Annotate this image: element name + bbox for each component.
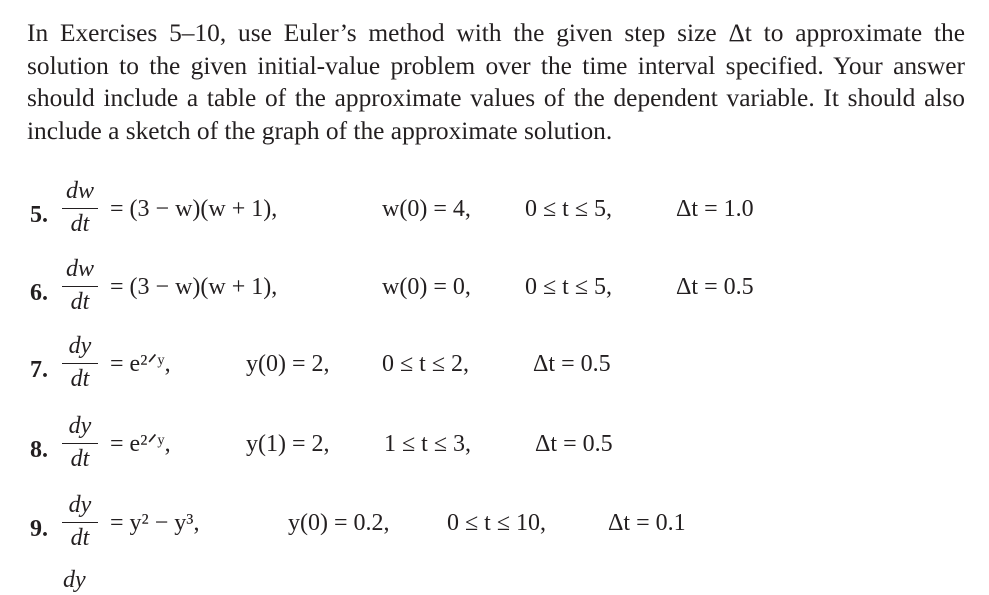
next-exercise-partial: dy	[63, 567, 86, 593]
exercise-6	[30, 254, 930, 324]
exercise-number: 8.	[30, 437, 48, 463]
equation-rhs: = y² − y³,	[110, 510, 200, 536]
exercise-number: 6.	[30, 280, 48, 306]
fraction-denominator: dt	[70, 366, 90, 392]
exercise-number: 7.	[30, 357, 48, 383]
fraction-numerator: dy	[68, 333, 92, 359]
step-size: Δt = 1.0	[676, 196, 754, 222]
step-size: Δt = 0.5	[676, 274, 754, 300]
time-interval: 1 ≤ t ≤ 3,	[384, 431, 472, 457]
equation-rhs: = (3 − w)(w + 1),	[110, 196, 278, 222]
fraction-numerator: dy	[68, 413, 92, 439]
time-interval: 0 ≤ t ≤ 5,	[525, 274, 613, 300]
equation-rhs: = e²ᐟʸ,	[110, 351, 171, 377]
initial-condition: w(0) = 0,	[382, 274, 471, 300]
exercise-5	[30, 176, 930, 246]
equation-rhs: = (3 − w)(w + 1),	[110, 274, 278, 300]
derivative-fraction	[60, 490, 100, 553]
exercise-8	[30, 411, 930, 481]
derivative-fraction	[60, 331, 100, 394]
fraction-denominator: dt	[70, 446, 90, 472]
fraction-numerator: dw	[65, 256, 94, 282]
instructions-paragraph: In Exercises 5–10, use Euler’s method with the given step size Δt to approximate the solution to the given initial-value problem over the time interval specified. Your answer should include a table of the approximate values of the dependent variable. It should also include a sketch of the graph of the approximate solution.	[27, 19, 965, 145]
derivative-fraction	[60, 176, 100, 239]
exercise-number: 9.	[30, 516, 48, 542]
time-interval: 0 ≤ t ≤ 2,	[382, 351, 470, 377]
fraction-numerator: dy	[68, 492, 92, 518]
time-interval: 0 ≤ t ≤ 5,	[525, 196, 613, 222]
equation-rhs: = e²ᐟʸ,	[110, 431, 171, 457]
fraction-denominator: dt	[70, 211, 90, 237]
fraction-numerator: dw	[65, 178, 94, 204]
fraction-denominator: dt	[70, 289, 90, 315]
exercise-number: 5.	[30, 202, 48, 228]
derivative-fraction	[60, 254, 100, 317]
exercise-7	[30, 331, 930, 401]
initial-condition: w(0) = 4,	[382, 196, 471, 222]
time-interval: 0 ≤ t ≤ 10,	[447, 510, 547, 536]
initial-condition: y(1) = 2,	[246, 431, 330, 457]
initial-condition: y(0) = 0.2,	[288, 510, 390, 536]
derivative-fraction	[60, 411, 100, 474]
step-size: Δt = 0.1	[608, 510, 686, 536]
initial-condition: y(0) = 2,	[246, 351, 330, 377]
exercise-9	[30, 490, 930, 560]
step-size: Δt = 0.5	[535, 431, 613, 457]
fraction-denominator: dt	[70, 525, 90, 551]
step-size: Δt = 0.5	[533, 351, 611, 377]
